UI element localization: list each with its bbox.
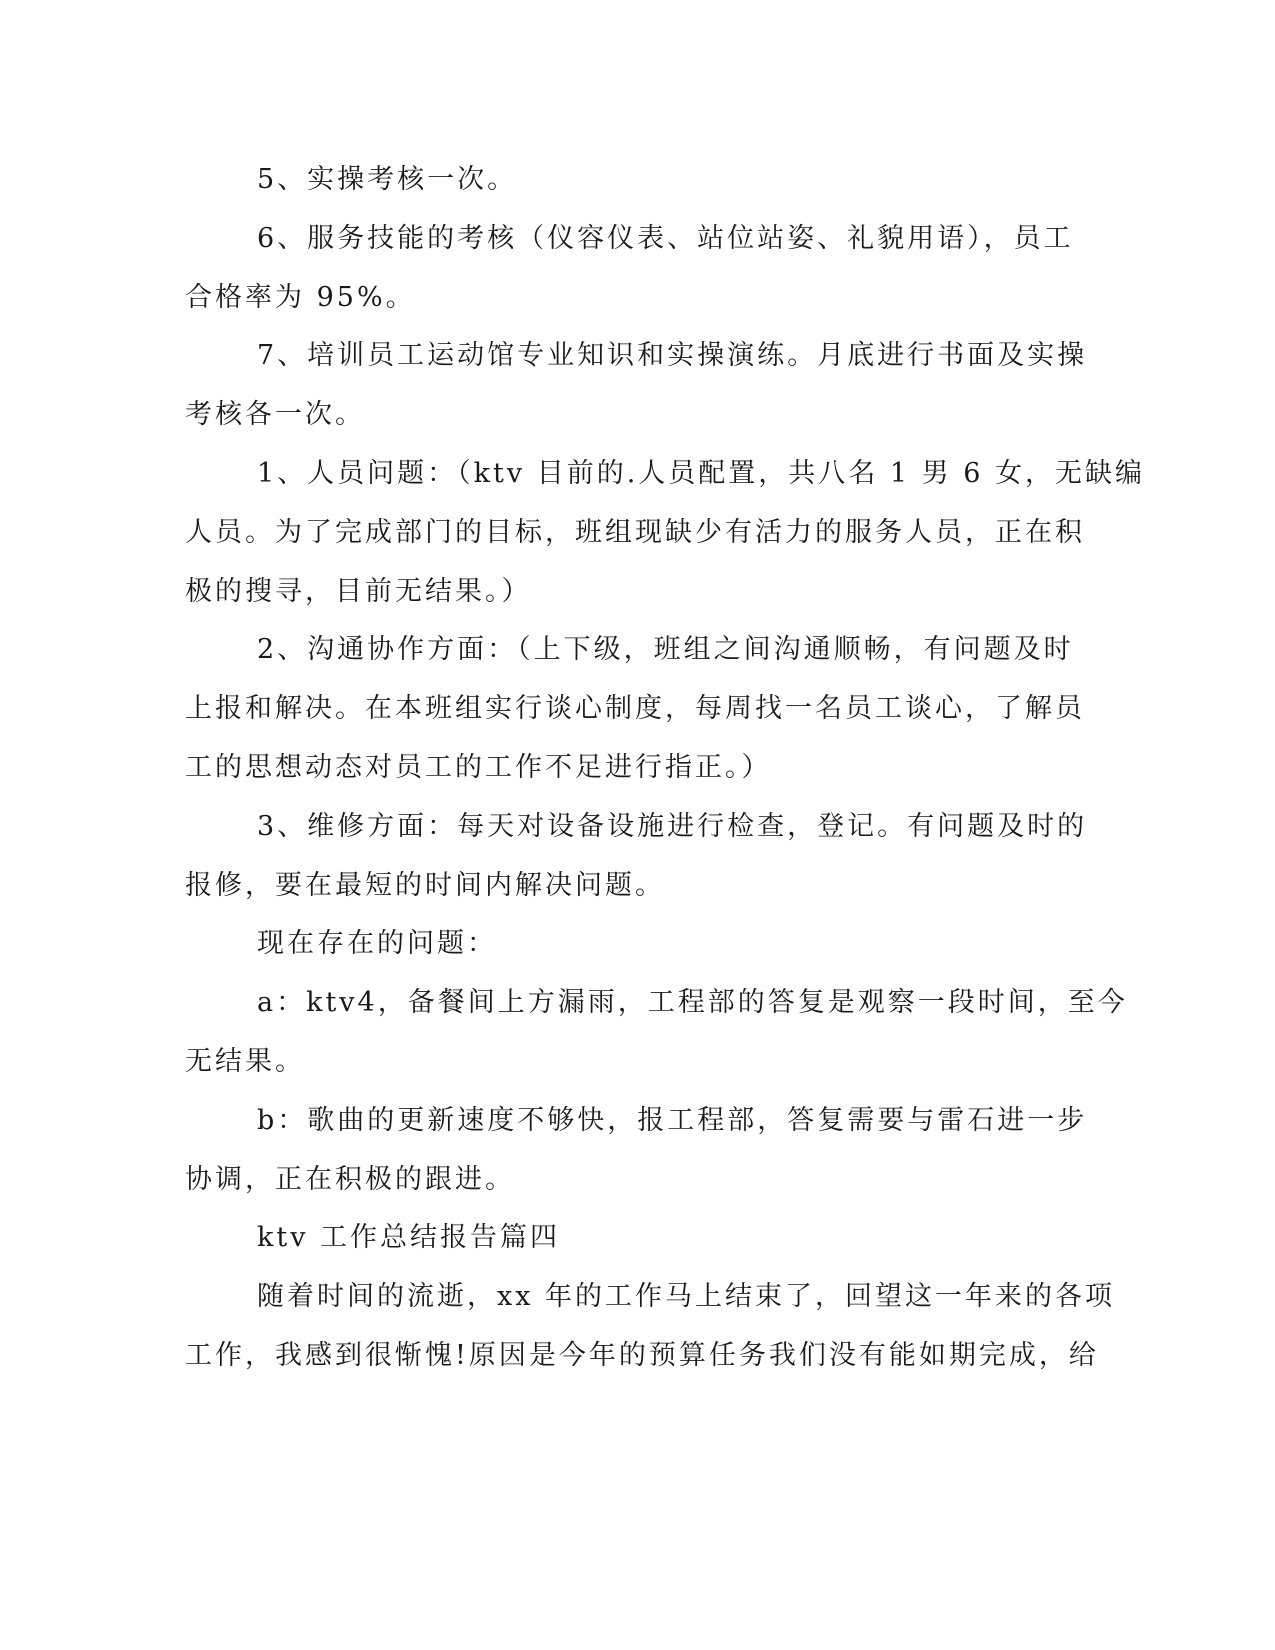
paragraph-line: 3、维修方面：每天对设备设施进行检查，登记。有问题及时的 (257, 811, 1088, 842)
paragraph-line: 2、沟通协作方面：（上下级，班组之间沟通顺畅，有问题及时 (257, 634, 1074, 665)
paragraph-line: 考核各一次。 (185, 399, 365, 430)
paragraph-line: 6、服务技能的考核（仪容仪表、站位站姿、礼貌用语），员工 (257, 223, 1074, 254)
paragraph-line: 工作，我感到很惭愧!原因是今年的预算任务我们没有能如期完成，给 (185, 1340, 1099, 1371)
paragraph-line: 极的搜寻，目前无结果。） (185, 576, 532, 607)
paragraph-line: 协调，正在积极的跟进。 (185, 1164, 515, 1195)
paragraph-line: 无结果。 (185, 1046, 305, 1077)
paragraph-line: 合格率为 95%。 (185, 282, 416, 313)
paragraph-line: 5、实操考核一次。 (257, 164, 518, 195)
paragraph-line: 1、人员问题：（ktv 目前的.人员配置，共八名 1 男 6 女，无缺编 (257, 458, 1145, 489)
paragraph-line: 人员。为了完成部门的目标，班组现缺少有活力的服务人员，正在积 (185, 517, 1085, 548)
paragraph-line: b：歌曲的更新速度不够快，报工程部，答复需要与雷石进一步 (257, 1105, 1088, 1136)
paragraph-line: 随着时间的流逝，xx 年的工作马上结束了，回望这一年来的各项 (257, 1281, 1116, 1312)
paragraph-line: 现在存在的问题： (257, 928, 497, 959)
paragraph-line: 报修，要在最短的时间内解决问题。 (185, 870, 665, 901)
paragraph-line: 7、培训员工运动馆专业知识和实操演练。月底进行书面及实操 (257, 340, 1088, 371)
paragraph-line: 工的思想动态对员工的工作不足进行指正。） (185, 752, 772, 783)
paragraph-line: 上报和解决。在本班组实行谈心制度，每周找一名员工谈心，了解员 (185, 693, 1085, 724)
paragraph-line: a：ktv4，备餐间上方漏雨，工程部的答复是观察一段时间，至今 (257, 987, 1128, 1018)
section-heading: ktv 工作总结报告篇四 (257, 1222, 561, 1253)
